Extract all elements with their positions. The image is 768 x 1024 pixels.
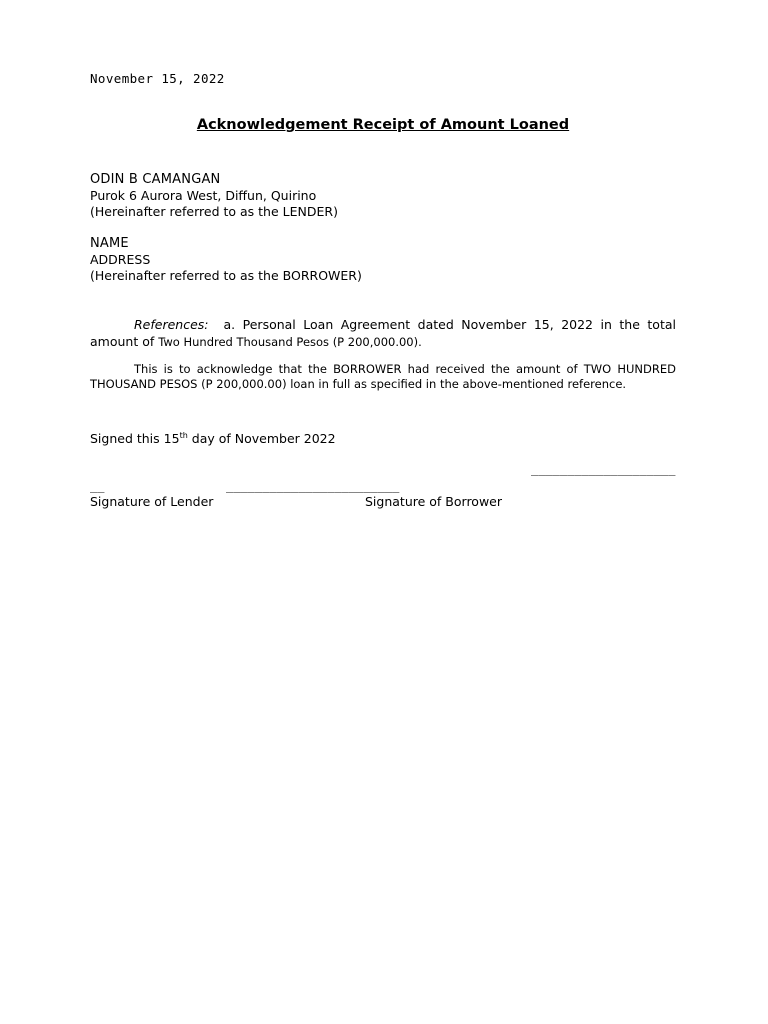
signed-date-line: [90, 431, 336, 446]
acknowledgement-paragraph: This is to acknowledge that the BORROWER had received the amount of TWO HUNDRED THOUSAND PESOS (P 200,000.00) loan in full as specified in the above-mentioned reference.: [90, 362, 676, 391]
references-text-a: a. Personal Loan Agreement dated November 15, 2022 in the total amount of: [90, 317, 676, 349]
lender-referred: (Hereinafter referred to as the LENDER): [90, 204, 338, 219]
signature-line-middle: ________________________: [226, 479, 400, 493]
borrower-block: [90, 236, 362, 284]
signed-suffix: th: [179, 431, 188, 440]
lender-block: [90, 172, 338, 220]
signed-rest: day of November 2022: [187, 431, 336, 447]
signed-prefix: Signed this 15: [90, 431, 180, 447]
lender-name: ODIN B CAMANGAN: [90, 172, 221, 187]
references-paragraph: [90, 316, 676, 351]
signature-borrower-label: Signature of Borrower: [365, 494, 503, 509]
signature-line-right: ____________________: [531, 462, 676, 476]
references-text-b: Two Hundred Thousand Pesos (P 200,000.00).: [158, 335, 422, 349]
references-label: References:: [134, 317, 209, 332]
lender-address: Purok 6 Aurora West, Diffun, Quirino: [90, 188, 317, 203]
signature-lender-label: Signature of Lender: [90, 494, 214, 509]
document-date: November 15, 2022: [90, 71, 225, 86]
borrower-name: NAME: [90, 236, 129, 251]
borrower-address: ADDRESS: [90, 252, 151, 267]
signature-line-left-short: __: [90, 479, 105, 493]
borrower-referred: (Hereinafter referred to as the BORROWER): [90, 268, 362, 283]
document-title: Acknowledgement Receipt of Amount Loaned: [196, 117, 570, 133]
